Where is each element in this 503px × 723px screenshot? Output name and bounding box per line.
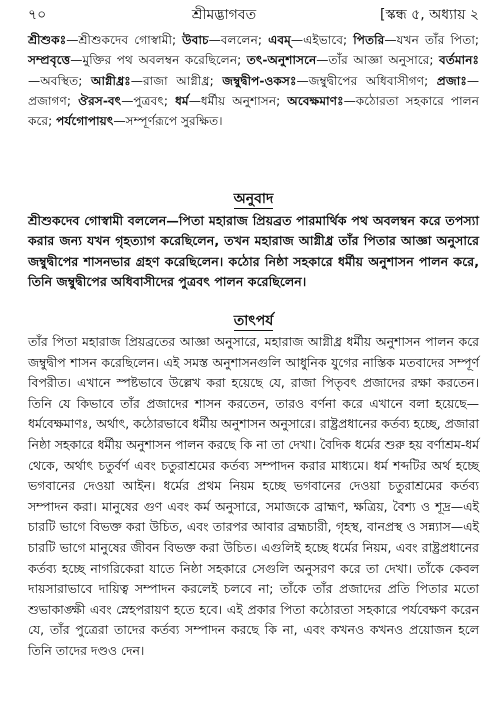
synonym-word: সম্প্রবৃত্তে <box>28 53 71 68</box>
translation-heading: অনুবাদ <box>233 191 274 207</box>
synonym-meaning: জম্বুদ্বীপের অধিবাসীগণ <box>308 73 425 88</box>
synonym-meaning: রাজা আগ্নীধ্র <box>142 73 210 88</box>
synonym-meaning: এইভাবে <box>303 33 344 47</box>
synonym-meaning: শ্রীশুকদেব গোস্বামী <box>78 33 172 47</box>
synonym-word: ঔরস-বৎ <box>78 93 122 108</box>
synonym-meaning: অবস্থিত <box>40 73 79 88</box>
purport-paragraph: তাঁর পিতা মহারাজ প্রিয়ব্রতের আজ্ঞা অনুসারে, মহারাজ আগ্নীধ্র ধর্মীয় অনুশাসন পালন করে জম্বুদ্বীপ শাসন করেছিলেন। এই সমস্ত অনুশাসনগুলি আধুনিক যুগের নাস্তিক মতবাদের সম্পূর্ণ বিপরীত। এখানে স্পষ্টভাবে উল্লেখ করা হয়েছে যে, রাজা পিতৃবৎ প্রজাদের রক্ষা করতেন। তিনি যে কিভাবে তাঁর প্রজাদের শাসন করতেন, তারও বর্ণনা করে এখানে বলা হয়েছে—ধর্মবেক্ষমাণঃ, অর্থাৎ, কঠোরভাবে ধর্মীয় অনুশাসন অনুসারে। রাষ্ট্রপ্রধানের কর্তব্য হচ্ছে, প্রজারা নিষ্ঠা সহকারে ধর্মীয় অনুশাসন পালন করছে কি না তা দেখা। বৈদিক ধর্মের শুরু হয় বর্ণাশ্রম-ধর্ম থেকে, অর্থাৎ চতুর্বর্ণ এবং চতুরাশ্রমের কর্তব্য সম্পাদন করার মাধ্যমে। ধর্ম শব্দটির অর্থ হচ্ছে ভগবানের দেওয়া আইন। ধর্মের প্রথম নিয়ম হচ্ছে ভগবানের দেওয়া চতুরাশ্রমের কর্তব্য সম্পাদন করা। মানুষের গুণ এবং কর্ম অনুসারে, সমাজকে ব্রাহ্মণ, ক্ষত্রিয়, বৈশ্য ও শূদ্র—এই চারটি ভাগে বিভক্ত করা উচিত, এবং তারপর আবার ব্রহ্মচারী, গৃহস্থ, বানপ্রস্থ ও সন্ন্যাস—এই চারটি ভাগে মানুষের জীবন বিভক্ত করা উচিত। এগুলিই হচ্ছে ধর্মের নিয়ম, এবং রাষ্ট্রপ্রধানের কর্তব্য হচ্ছে নাগরিকেরা যাতে নিষ্ঠা সহকারে সেগুলি অনুসরণ করে তা দেখা। তাঁকে কেবল দায়সারাভাবে দায়িত্ব সম্পাদন করলেই চলবে না; তাঁকে তাঁর প্রজাদের প্রতি পিতার মতো শুভাকাঙ্ক্ষী এবং স্নেহপরায়ণ হতে হবে। এই প্রকার পিতা কঠোরতা সহকারে পর্যবেক্ষণ করেন যে, তাঁর পুত্রেরা তাদের কর্তব্য সম্পাদন করছে কি না, এবং কখনও কখনও প্রয়োজন হলে তিনি তাদের দণ্ডও দেন। <box>28 334 479 658</box>
synonym-meaning: প্রজাগণ <box>28 93 67 108</box>
synonym-meaning: তাঁর আজ্ঞা অনুসারে <box>328 53 430 68</box>
page-number: ৭০ <box>28 7 47 23</box>
synonym-word: পর্যগোপায়ৎ <box>56 114 114 129</box>
synonym-word: এবম্ <box>268 33 291 47</box>
synonym-word: অবেক্ষমাণঃ <box>287 93 344 108</box>
synonym-word: উবাচ <box>182 33 209 47</box>
page-header <box>28 4 479 26</box>
synonym-meaning: বললেন <box>220 33 258 47</box>
synonym-word: তৎ-অনুশাসনে <box>246 53 317 68</box>
translation-text: শ্রীশুকদেব গোস্বামী বললেন—পিতা মহারাজ প্রিয়ব্রত পারমার্থিক পথ অবলম্বন করে তপস্যা করার জন্য যখন গৃহত্যাগ করেছিলেন, তখন মহারাজ আগ্নীধ্র তাঁর পিতার আজ্ঞা অনুসারে জম্বুদ্বীপের শাসনভার গ্রহণ করেছিলেন। কঠোর নিষ্ঠা সহকারে ধর্মীয় অনুশাসন পালন করে, তিনি জম্বুদ্বীপের অধিবাসীদের পুত্রবৎ পালন করেছিলেন। <box>28 213 479 289</box>
synonym-word: বর্তমানঃ <box>438 53 479 68</box>
synonym-meaning: মুক্তির পথ অবলম্বন করেছিলেন <box>82 53 238 68</box>
chapter-reference: [স্কন্ধ ৫, অধ্যায় ২ <box>380 7 479 23</box>
synonym-meaning: যখন তাঁর পিতা <box>396 33 475 47</box>
synonym-meaning: সম্পূর্ণরূপে সুরক্ষিত <box>125 114 219 129</box>
synonym-word: ধর্ম <box>175 93 189 108</box>
book-title: শ্রীমদ্ভাগবত <box>191 7 257 23</box>
synonym-word: শ্রীশুকঃ <box>28 33 67 47</box>
synonym-word: প্রজাঃ <box>436 73 467 88</box>
synonym-meaning: পুত্রবৎ <box>133 93 164 108</box>
synonym-word: পিতরি <box>353 33 385 47</box>
synonym-meaning: ধর্মীয় অনুশাসন <box>200 93 277 108</box>
synonym-word: জম্বুদ্বীপ-ওকসঃ <box>222 73 297 88</box>
synonym-meaning: কঠোরতা সহকারে পালন করে <box>28 93 480 129</box>
word-synonyms: শ্রীশুকঃ—শ্রীশুকদেব গোস্বামী; উবাচ—বললেন; এবম্—এইভাবে; পিতরি—যখন তাঁর পিতা; সম্প্রবৃত্তে—মুক্তির পথ অবলম্বন করেছিলেন; তৎ-অনুশাসনে—তাঁর আজ্ঞা অনুসারে; বর্তমানঃ—অবস্থিত; আগ্নীধ্রঃ—রাজা আগ্নীধ্র; জম্বুদ্বীপ-ওকসঃ—জম্বুদ্বীপের অধিবাসীগণ; প্রজাঃ—প্রজাগণ; ঔরস-বৎ—পুত্রবৎ; ধর্ম—ধর্মীয় অনুশাসন; অবেক্ষমাণঃ—কঠোরতা সহকারে পালন করে; পর্যগোপায়ৎ—সম্পূর্ণরূপে সুরক্ষিত। <box>28 33 480 129</box>
synonym-word: আগ্নীধ্রঃ <box>90 73 131 88</box>
purport-heading: তাৎপর্য <box>233 313 274 329</box>
purport-text <box>28 332 479 662</box>
